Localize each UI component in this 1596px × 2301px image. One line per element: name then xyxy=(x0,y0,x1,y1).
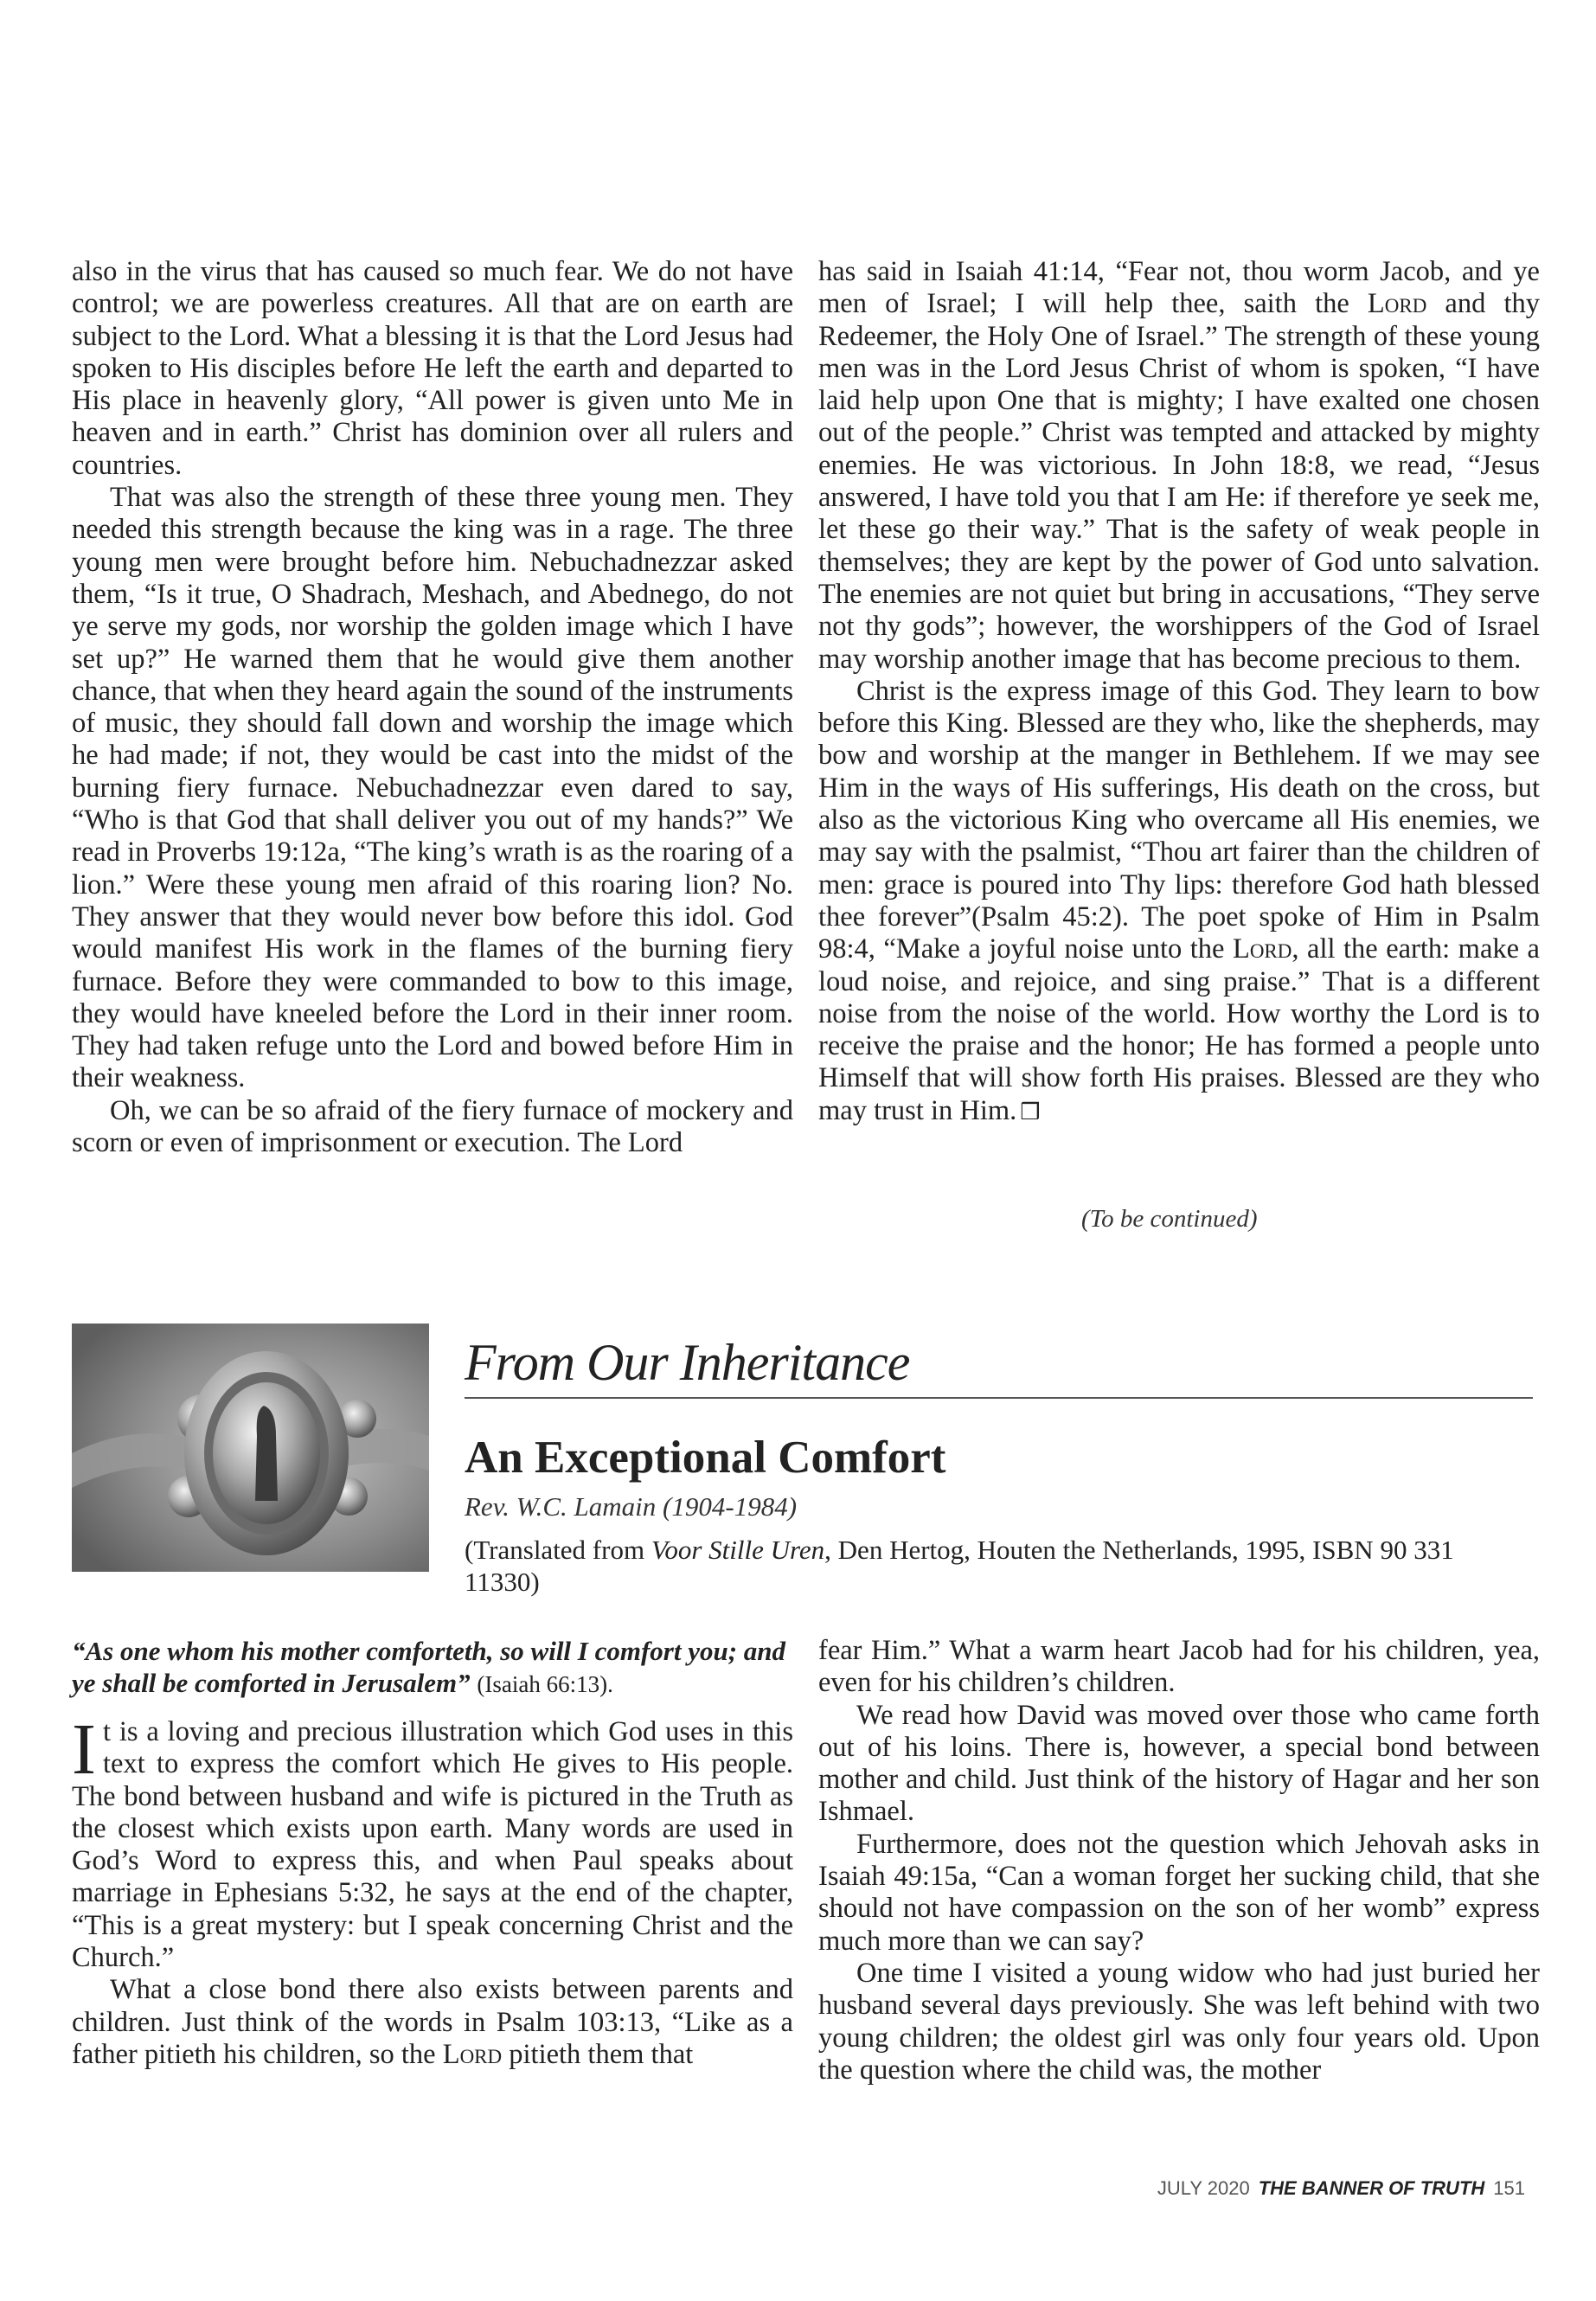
epigraph-reference: (Isaiah 66:13). xyxy=(477,1671,613,1697)
byline: Rev. W.C. Lamain (1904-1984) xyxy=(465,1491,798,1522)
paragraph: One time I visited a young widow who had just buried her husband several days previously. She was left behind with two young children; the oldest girl was only four years old. Upon the question where the child was, the mother xyxy=(818,1957,1540,2086)
epigraph: “As one whom his mother comforteth, so will I comfort you; and ye shall be comforted in Jerusalem” (Isaiah 66:13). xyxy=(72,1636,786,1698)
top-right-column xyxy=(818,256,1540,1128)
ring-photo xyxy=(72,1324,429,1572)
magazine-name: THE BANNER OF TRUTH xyxy=(1258,2177,1485,2199)
paragraph: We read how David was moved over those who came forth out of his loins. There is, however, a special bond between mother and child. Just think of the history of Hagar and her son Ishmael. xyxy=(818,1699,1540,1828)
small-caps-lord: Lord xyxy=(1367,288,1427,320)
paragraph: Furthermore, does not the question which Jehovah asks in Isaiah 49:15a, “Can a woman forget her sucking child, that she should not have compassion on the son of her womb” express much more than we can say? xyxy=(818,1828,1540,1957)
end-of-article-mark: ❒ xyxy=(1020,1099,1041,1125)
paragraph: has said in Isaiah 41:14, “Fear not, thou worm Jacob, and ye men of Israel; I will help thee, saith the Lord and thy Redeemer, the Holy One of Israel.” The strength of these young men was in the Lord Jesus Christ of whom is spoken, “I have laid help upon One that is mighty; I have exalted one chosen out of the people.” Christ was tempted and attacked by mighty enemies. He was victorious. In John 18:8, we read, “Jesus answered, I have told you that I am He: if therefore ye seek me, let these go their way.” That is the safety of weak people in themselves; they are kept by the power of God unto salvation. The enemies are not quiet but bring in accusations, “They serve not thy gods”; however, the worshippers of the God of Israel may worship another image that has become precious to them. xyxy=(818,256,1540,675)
bottom-right-column xyxy=(818,1635,1540,2086)
to-be-continued: (To be continued) xyxy=(1081,1205,1258,1233)
paragraph: also in the virus that has caused so much fear. We do not have control; we are powerless creatures. All that are on earth are subject to the Lord. What a blessing it is that the Lord Jesus had spoken to His disciples before He left the earth and departed to His place in heavenly glory, “All power is given unto Me in heaven and in earth.” Christ has dominion over all rulers and countries. xyxy=(72,256,793,481)
section-title: From Our Inheritance xyxy=(465,1328,1533,1399)
small-caps-lord: Lord xyxy=(442,2038,503,2070)
article-title: An Exceptional Comfort xyxy=(465,1433,946,1483)
page-footer xyxy=(1157,2177,1525,2200)
issue-date: JULY 2020 xyxy=(1157,2177,1250,2199)
ring-illustration xyxy=(72,1324,429,1572)
top-left-column xyxy=(72,256,793,1159)
paragraph: Christ is the express image of this God. They learn to bow before this King. Blessed are they who, like the shepherds, may bow and worship at the manger in Bethlehem. If we may see Him in the ways of His sufferings, His death on the cross, but also as the victorious King who overcame all His enemies, we may say with the psalmist, “Thou art fairer than the children of men: grace is poured into Thy lips: therefore God hath blessed thee forever”(Psalm 45:2). The poet spoke of Him in Psalm 98:4, “Make a joyful noise unto the Lord, all the earth: make a loud noise, and rejoice, and sing praise.” That is a different noise from the noise of the world. How worthy the Lord is to receive the praise and the honor; He has formed a people unto Himself that will show forth His praises. Blessed are they who may trust in Him. ❒ xyxy=(818,675,1540,1126)
bottom-left-column xyxy=(72,1635,793,2071)
paragraph: It is a loving and precious illustration which God uses in this text to express the comfort which He gives to His people. The bond between husband and wife is pictured in the Truth as the closest which exists upon earth. Many words are used in God’s Word to express this, and when Paul speaks about marriage in Ephesians 5:32, he says at the end of the chapter, “This is a great mystery: but I speak concerning Christ and the Church.” xyxy=(72,1709,793,1974)
paragraph: That was also the strength of these three young men. They needed this strength because the king was in a rage. The three young men were brought before him. Nebuchadnezzar asked them, “Is it true, O Shadrach, Meshach, and Abednego, do not ye serve my gods, nor worship the golden image which I have set up?” He warned them that he would give them another chance, that when they heard again the sound of the instruments of music, they should fall down and worship the image which he had made; if not, they would be cast into the midst of the burning fiery furnace. Nebuchadnezzar even dared to say, “Who is that God that shall deliver you out of my hands?” We read in Proverbs 19:12a, “The king’s wrath is as the roaring of a lion.” Were these young men afraid of this roaring lion? No. They answer that they would never bow before this idol. God would manifest His work in the flames of the burning fiery furnace. Before they were commanded to bow to this image, they would have kneeled before the Lord in their inner room. They had taken refuge unto the Lord and bowed before Him in their weakness. xyxy=(72,482,793,1094)
paragraph: What a close bond there also exists between parents and children. Just think of the words in Psalm 103:13, “Like as a father pitieth his children, so the Lord pitieth them that xyxy=(72,1974,793,2070)
small-caps-lord: Lord xyxy=(1232,933,1292,965)
drop-cap: I xyxy=(72,1709,96,1790)
paragraph: fear Him.” What a warm heart Jacob had for his children, yea, even for his children’s children. xyxy=(818,1635,1540,1699)
page-number: 151 xyxy=(1493,2177,1525,2199)
paragraph: Oh, we can be so afraid of the fiery furnace of mockery and scorn or even of imprisonment or execution. The Lord xyxy=(72,1094,793,1159)
translation-note: (Translated from Voor Stille Uren, Den Hertog, Houten the Netherlands, 1995, ISBN 90 331 11330) xyxy=(465,1535,1454,1597)
